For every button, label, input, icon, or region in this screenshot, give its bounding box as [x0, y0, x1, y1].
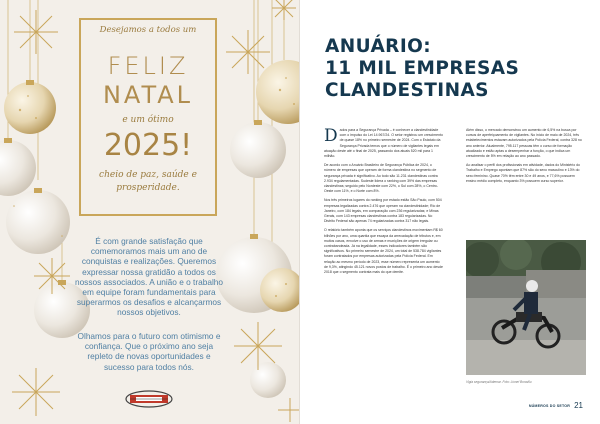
article-column-2 [466, 128, 586, 188]
photo-caption: Vigia segurança/Ademar. Foto: Lionel Bona/ilu [466, 380, 532, 384]
paragraph: Dados para a Segurança Privada – é conhecer a clandestinidade com o impulso do Lei 14.967/24. O setor registrou um crescimento de quase 18% no primeiro semestre de 2024. Com o Estatuto da Segurança Privada temos que o número de vigilantes legais em atuação deste até o final de 2025, passando dos atuais 520 mil para 1 milhão. [324, 126, 443, 159]
section-label: NÚMEROS DO SETOR [528, 403, 571, 408]
title-line-2: 11 MIL EMPRESAS [325, 58, 520, 79]
greeting-feliz: FELIZ [107, 52, 189, 80]
greeting-natal: NATAL [102, 81, 194, 109]
association-logo-icon [124, 389, 174, 409]
paragraph: De acordo com o Anuário Brasileiro de Segurança Pública de 2024, o número de empresas que operam de forma clandestina no segmento de segurança privada é significativo. Ao todo são 11.231 clandestinas contra 2.934 regulamentadas. Sudeste lidera o ranking com 39% das empresas clandestinas; seguido pelo Nordeste com 22%, o Sul com 28%, o Centro-Oeste com 11%, e o Norte com 8%. [324, 163, 439, 194]
paragraph: Além disso, o mercado demonstrou um aumento de 6,5% na busca por cursos de aperfeiçoamento de vigilantes. No início de maio de 2024, três estabelecimentos estavam autorizados pela Polícia Federal, contra 328 no ano anterior. Atualmente, 795.117 pessoas têm o curso de formação atualizado e estão aptas a desempenhar a função, o que indica um crescimento de 5% em relação ao ano passado. [466, 128, 582, 159]
greeting-message-2: Olhamos para o futuro com otimismo e confiança. Que o próximo ano seja repleto de novas oportunidades e sucesso para todos nós. [77, 331, 221, 372]
page-footer [519, 401, 583, 410]
article-column-1 [324, 128, 444, 279]
paragraph: Nos três primeiros lugares do ranking por estado estão São Paulo, com 504 empresas legalizadas contra 2.476 que operam na clandestinidade; Rio de Janeiro, com 184 legais, em comparação com 236 regularizadas; e Minas Gerais, com 143 empresas clandestinas contra 183 regularizadas. No Distrito Federal são apenas 74 regularizadas contra 317 não legais. [324, 198, 442, 224]
greeting-message-1: É com grande satisfação que comemoramos mais um ano de conquistas e realizações. Queremos expressar nossa gratidão a todos os nossos associados. A união e o trabalho em equipe foram fundamentais para superarmos os desafios e alcançarmos nossos objetivos. [74, 236, 224, 318]
title-line-1: ANUÁRIO: [325, 36, 432, 57]
paragraph: Ao analisar o perfil dos profissionais em atividade, dados do Ministério do Trabalho e Emprego apontam que 87% são do sexo masculino e 13% do sexo feminino. Quase 70% têm entre 30 e 49 anos, e 77,6% possuem ensino médio completo, enquanto 3% possuem curso superior. [466, 163, 581, 183]
page-number: 21 [574, 401, 583, 410]
dropcap: D [324, 126, 338, 146]
greeting-year: 2025! [103, 128, 193, 163]
greeting-wishes: cheio de paz, saúde e prosperidade. [99, 170, 197, 193]
greeting-top-text: Desejamos a todos um [99, 25, 197, 35]
article-title [325, 36, 585, 102]
greeting-e-um-otimo: e um ótimo [122, 115, 174, 125]
article-photo-motorcycle-guard [466, 240, 586, 375]
paragraph: O relatório também aponta que os serviços clandestinos movimentam R$ 60 bilhões por ano, uma quantia que escapa da arrecadação de tributos e, em muitos casos, envolve o uso de armas e munições de origem irregular ou contrabandeada. Já na legalidade, esses indicadores também são significativos. No primeiro semestre de 2024, um total de 538.784 vigilantes foram contratados por empresas autorizadas pela Polícia Federal. Em relação ao mesmo período de 2023, esse número representa um aumento de 9,3%, atingindo 45.121 novos postos de trabalho. É o primeiro ano desde 2018 que o segmento contrata mais do que demite. [324, 228, 443, 275]
title-line-3: CLANDESTINAS [325, 80, 489, 101]
